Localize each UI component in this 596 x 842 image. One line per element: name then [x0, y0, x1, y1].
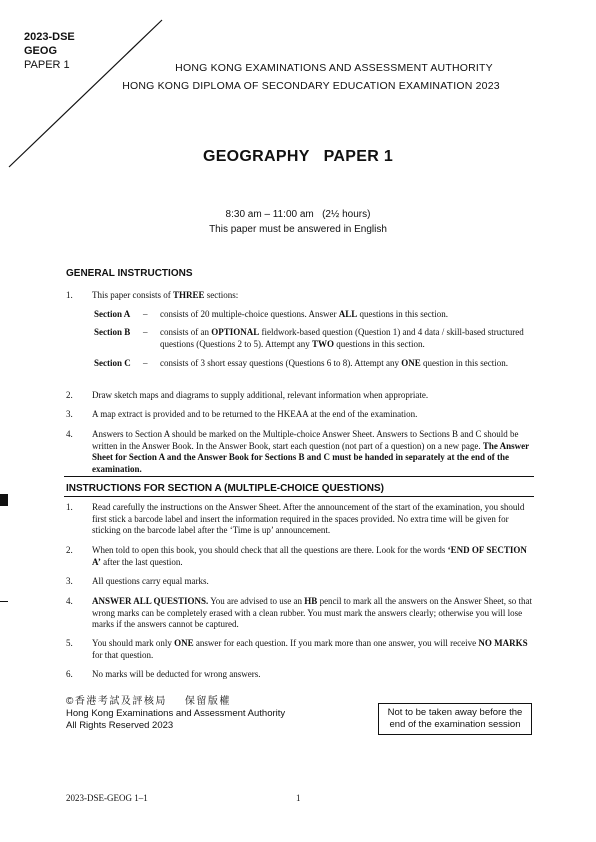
section-a-item-number: 3. — [66, 576, 73, 586]
general-item-text: A map extract is provided and to be returned to the HKEAA at the end of the examination. — [92, 409, 418, 419]
section-c-description: consists of 3 short essay questions (Questions 6 to 8). Attempt any ONE question in this section. — [160, 358, 508, 368]
general-item-number: 4. — [66, 429, 73, 439]
heading-underline — [64, 496, 534, 497]
copyright-rights: All Rights Reserved 2023 — [66, 720, 174, 731]
footer-paper-code: 2023-DSE-GEOG 1–1 — [66, 793, 148, 803]
general-item-text: Draw sketch maps and diagrams to supply additional, relevant information when appropriate. — [92, 390, 429, 400]
section-a-item-text: When told to open this book, you should check that all the questions are there. Look for the words ‘END OF SECTION A’ after the last question. — [92, 545, 527, 567]
section-a-item-number: 4. — [66, 596, 73, 606]
exam-time: 8:30 am – 11:00 am (2½ hours) — [225, 209, 371, 220]
copyright-chinese: ©香港考試及評核局 保留版權 — [66, 696, 231, 707]
exam-name: HONG KONG DIPLOMA OF SECONDARY EDUCATION EXAMINATION 2023 — [122, 80, 500, 92]
paper-title: GEOGRAPHY PAPER 1 — [202, 148, 394, 165]
section-a-item-number: 6. — [66, 669, 73, 679]
paper-year-code: 2023-DSE — [24, 31, 75, 43]
section-dash: – — [143, 327, 148, 337]
section-dash: – — [143, 358, 148, 368]
general-item-number: 3. — [66, 409, 73, 419]
section-a-item-text: You should mark only ONE answer for each question. If you mark more than one answer, you will receive NO MARKS for that question. — [92, 638, 528, 660]
paper-number-label: PAPER 1 — [24, 59, 70, 71]
paper-subject-code: GEOG — [24, 45, 58, 57]
section-a-item-number: 1. — [66, 502, 73, 512]
general-item-text: This paper consists of THREE sections: — [92, 290, 239, 300]
general-item-number: 1. — [66, 290, 73, 300]
section-divider — [64, 476, 534, 477]
section-a-item-text: Read carefully the instructions on the Answer Sheet. After the announcement of the start of the examination, you should first stick a barcode label and insert the information required in the spaces provided. No extra time will be given for sticking on the barcode label after the ‘Time is up’ announcement. — [92, 502, 525, 535]
general-instructions-heading: GENERAL INSTRUCTIONS — [66, 268, 193, 279]
copyright-block — [66, 696, 285, 732]
section-b-label: Section B — [94, 327, 131, 337]
page-number: 1 — [296, 793, 301, 803]
scan-margin-mark — [0, 494, 8, 506]
section-a-item-text: No marks will be deducted for wrong answers. — [92, 669, 261, 679]
general-item-text: Answers to Section A should be marked on the Multiple-choice Answer Sheet. Answers to Sections B and C should be written in the Answer Book. In the Answer Book, start each question (not part of a question) on a new page. The Answer Sheet for Section A and the Answer Book for Sections B and C must be handed in separately at the end of the examination. — [92, 429, 530, 474]
section-a-item-number: 2. — [66, 545, 73, 555]
take-away-notice-box: Not to be taken away before the end of the examination session — [378, 703, 532, 735]
authority-name: HONG KONG EXAMINATIONS AND ASSESSMENT AUTHORITY — [175, 62, 493, 74]
section-c-label: Section C — [94, 358, 131, 368]
section-dash: – — [143, 309, 148, 319]
copyright-org: Hong Kong Examinations and Assessment Authority — [66, 708, 286, 719]
section-a-item-text: All questions carry equal marks. — [92, 576, 209, 586]
section-a-description: consists of 20 multiple-choice questions. Answer ALL questions in this section. — [160, 309, 448, 319]
section-a-item-number: 5. — [66, 638, 73, 648]
section-a-label: Section A — [94, 309, 131, 319]
section-a-instructions-heading: INSTRUCTIONS FOR SECTION A (MULTIPLE-CHOICE QUESTIONS) — [66, 483, 384, 494]
scan-margin-tick — [0, 601, 8, 602]
section-a-item-text: ANSWER ALL QUESTIONS. You are advised to use an HB pencil to mark all the answers on the Answer Sheet, so that wrong marks can be completely erased with a clean rubber. You must mark the answers clearly; otherwise you will lose marks if the answers cannot be captured. — [92, 596, 533, 629]
section-b-description: consists of an OPTIONAL fieldwork-based question (Question 1) and 4 data / skill-based structured questions (Questions 2 to 5). Attempt any TWO questions in this section. — [160, 327, 524, 349]
language-note: This paper must be answered in English — [209, 224, 387, 235]
general-item-number: 2. — [66, 390, 73, 400]
